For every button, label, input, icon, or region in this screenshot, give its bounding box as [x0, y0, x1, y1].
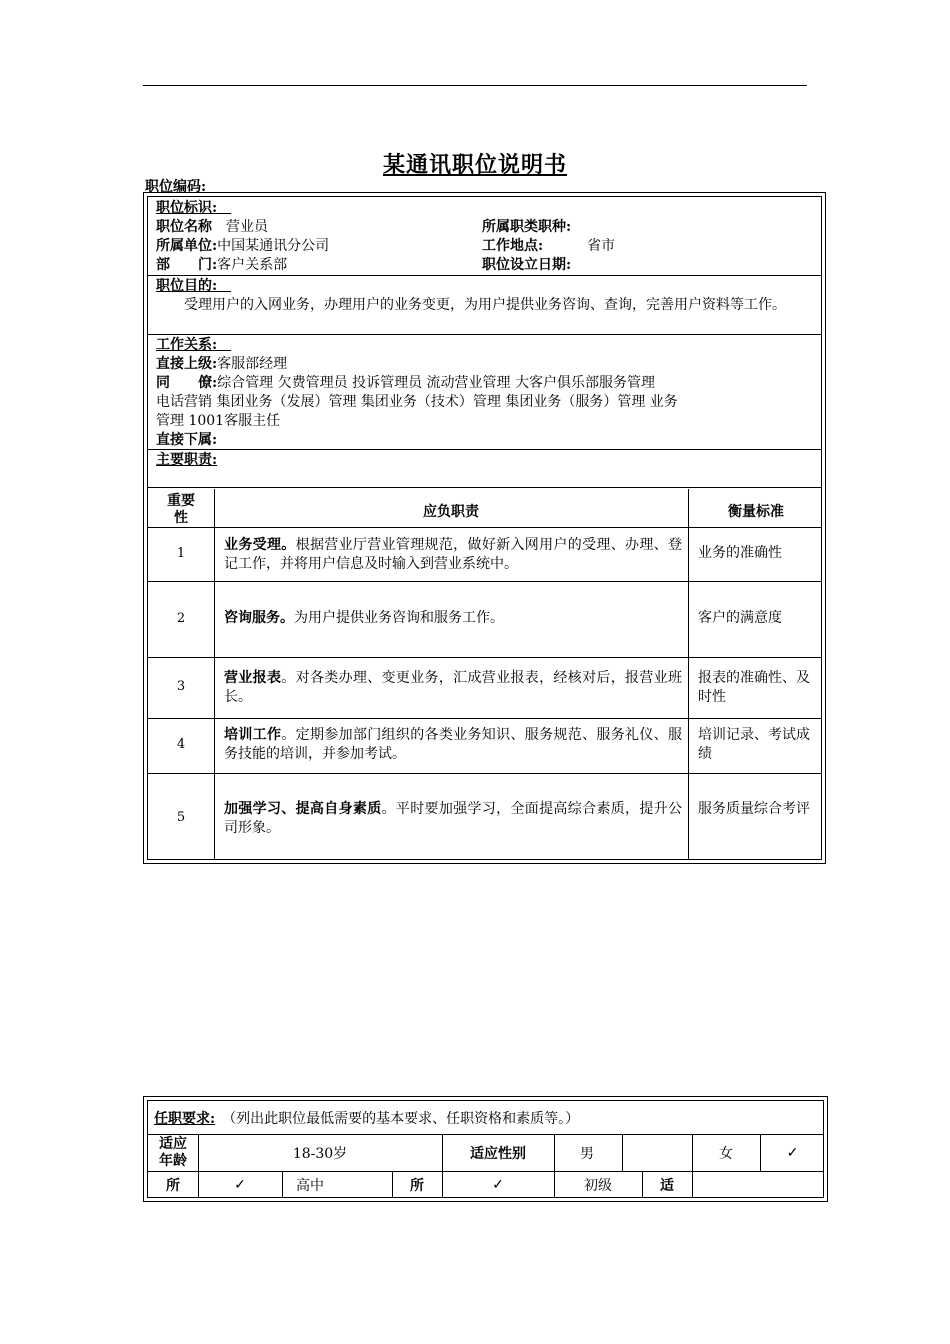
female-check-mark: ✓ — [786, 1144, 799, 1161]
duty-standard: 服务质量综合考评 — [698, 801, 810, 817]
purpose-heading: 职位目的: — [156, 278, 218, 294]
divider — [148, 275, 821, 276]
education-value: 高中 — [296, 1177, 324, 1194]
col-header-standard: 衡量标准 — [728, 504, 784, 520]
age-label: 适应 年龄 — [159, 1135, 187, 1169]
requirements-heading: 任职要求: — [154, 1111, 216, 1127]
gender-female: 女 — [719, 1145, 733, 1162]
requirements-header — [154, 1110, 815, 1129]
column-divider — [688, 489, 689, 859]
superior-label: 直接上级: — [156, 356, 218, 372]
age-value: 18-30岁 — [292, 1145, 348, 1162]
duty-text: 加强学习、提高自身素质。平时要加强学习，全面提高综合素质，提升公司形象。 — [224, 801, 683, 836]
superior-value: 客服部经理 — [217, 356, 288, 372]
row-divider — [148, 773, 821, 774]
category-label: 所属职类职种: — [482, 219, 572, 235]
document-title: 某通讯职位说明书 — [382, 152, 567, 178]
col-header-importance: 重要 性 — [167, 493, 195, 526]
subordinate-label: 直接下属: — [156, 432, 218, 448]
duty-text: 培训工作。定期参加部门组织的各类业务知识、服务规范、服务礼仪、服务技能的培训，并参加考试。 — [224, 727, 683, 762]
check-mark: ✓ — [492, 1176, 504, 1193]
duty-standard: 报表的准确性、及时性 — [698, 670, 810, 705]
identity-heading: 职位标识: — [156, 200, 218, 216]
row3-label-e: 适 — [660, 1177, 674, 1194]
duty-text: 咨询服务。为用户提供业务咨询和服务工作。 — [224, 610, 504, 626]
position-name-value: 营业员 — [226, 219, 268, 235]
row-divider — [148, 527, 821, 528]
duty-standard: 业务的准确性 — [698, 545, 782, 561]
peers-line-3: 管理 1001客服主任 — [156, 413, 281, 429]
duty-text: 业务受理。根据营业厅营业管理规范，做好新入网用户的受理、办理、登记工作，并将用户信息及时输入到营业系统中。 — [224, 537, 683, 572]
duty-num: 4 — [176, 737, 186, 752]
duty-num: 1 — [176, 546, 186, 561]
duty-num: 3 — [176, 679, 186, 694]
top-rule — [143, 85, 807, 86]
relations-section — [156, 336, 813, 450]
gender-male: 男 — [580, 1145, 594, 1162]
duty-num: 2 — [176, 611, 186, 626]
peers-line-1: 综合管理 欠费管理员 投诉管理员 流动营业管理 大客户俱乐部服务管理 — [217, 375, 655, 391]
identity-section — [156, 199, 813, 275]
divider — [148, 334, 821, 335]
divider — [148, 487, 821, 488]
purpose-text: 受理用户的入网业务，办理用户的业务变更，为用户提供业务咨询、查询，完善用户资料等工作。 — [184, 297, 786, 313]
duty-standard: 培训记录、考试成绩 — [698, 727, 810, 762]
position-name-label: 职位名称 — [156, 219, 212, 235]
peers-line-2: 电话营销 集团业务（发展）管理 集团业务（技术）管理 集团业务（服务）管理 业务 — [156, 394, 678, 410]
level-value: 初级 — [584, 1177, 612, 1194]
duty-num: 5 — [176, 810, 186, 825]
column-divider — [214, 489, 215, 859]
requirements-note: （列出此职位最低需要的基本要求、任职资格和素质等。） — [229, 1111, 580, 1127]
duties-heading: 主要职责: — [156, 452, 218, 468]
row-divider — [148, 581, 821, 582]
job-description-table — [143, 192, 826, 864]
duties-table — [148, 489, 821, 859]
row-divider — [148, 657, 821, 658]
requirements-table — [143, 1096, 828, 1202]
unit-value: 中国某通讯分公司 — [217, 238, 330, 254]
col-header-duty: 应负职责 — [423, 504, 479, 520]
peers-label: 同 僚: — [156, 375, 218, 391]
duties-heading-row — [156, 451, 813, 470]
duty-text: 营业报表。对各类办理、变更业务，汇成营业报表，经核对后，报营业班长。 — [224, 670, 683, 705]
purpose-section — [156, 277, 813, 315]
duty-standard: 客户的满意度 — [698, 610, 782, 626]
check-mark: ✓ — [234, 1176, 246, 1193]
unit-label: 所属单位: — [156, 238, 218, 254]
column-divider — [622, 1134, 623, 1171]
department-value: 客户关系部 — [217, 257, 288, 273]
position-code-label: 职位编码: — [145, 179, 207, 195]
row3-label-c: 所 — [410, 1177, 424, 1194]
location-value: 省市 — [587, 238, 616, 254]
row-divider — [148, 718, 821, 719]
department-label: 部 门: — [156, 257, 218, 273]
row3-label-a: 所 — [166, 1177, 180, 1194]
established-date-label: 职位设立日期: — [482, 257, 572, 273]
divider — [148, 449, 821, 450]
location-label: 工作地点: — [482, 238, 544, 254]
relations-heading: 工作关系: — [156, 337, 218, 353]
gender-label: 适应性别 — [470, 1145, 526, 1162]
